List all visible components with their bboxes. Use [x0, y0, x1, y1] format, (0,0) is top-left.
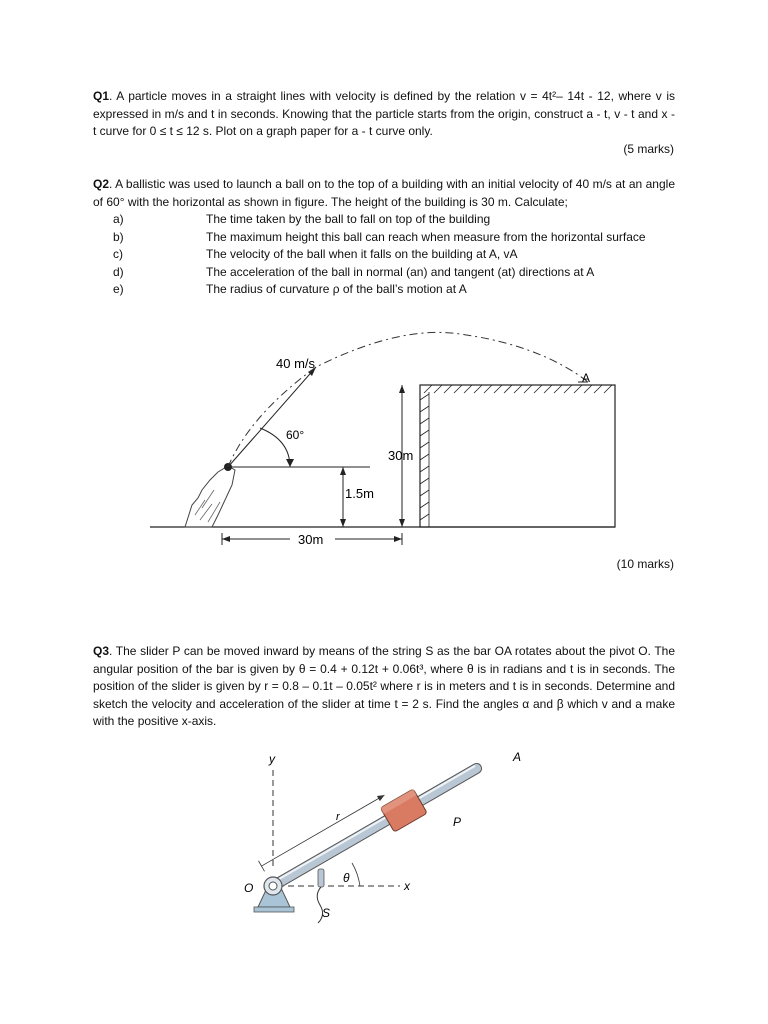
slider-bar-figure: [240, 745, 540, 935]
building-height-label: 30m: [388, 448, 414, 463]
question-1-text: . A particle moves in a straight lines with velocity is defined by the relation v = 4t²– 14t - 12, where v is expressed in m/s and t in seconds. Knowing that the particle starts from the origin, construct a - t, v - t and x - t curve for 0 ≤ t ≤ 12 s. Plot on a graph paper for a - t curve only.: [93, 89, 675, 138]
question-1-marks: (5 marks): [623, 142, 674, 156]
point-a-label: A: [582, 371, 591, 385]
question-3: [93, 643, 675, 731]
p-label: P: [453, 815, 462, 829]
list-item: a) The time taken by the ball to fall on top of the building: [113, 212, 491, 226]
list-item: e) The radius of curvature ρ of the ball’s motion at A: [113, 282, 467, 296]
question-2-number: Q2: [93, 177, 110, 191]
question-2-marks: (10 marks): [616, 557, 674, 571]
a-label: A: [513, 750, 522, 764]
distance-label: 30m: [298, 532, 324, 547]
question-2-items: [93, 211, 675, 299]
question-1-number: Q1: [93, 89, 110, 103]
s-label: S: [322, 906, 331, 920]
theta-label: θ: [343, 871, 350, 885]
list-item: b) The maximum height this ball can reach when measure from the horizontal surface: [113, 229, 646, 244]
y-axis-label: y: [269, 752, 275, 766]
question-2-text: . A ballistic was used to launch a ball on to the top of a building with an initial velocity of 40 m/s at an angle of 60° with the horizontal as shown in figure. The height of the building is 30 m. Calculate;: [93, 177, 675, 209]
o-label: O: [244, 881, 254, 895]
question-3-number: Q3: [93, 644, 110, 658]
launch-height-label: 1.5m: [345, 486, 374, 501]
list-item: c) The velocity of the ball when it falls on the building at A, vA: [113, 247, 518, 261]
question-1: [93, 88, 675, 141]
list-item: d) The acceleration of the ball in normal (an) and tangent (at) directions at A: [113, 264, 595, 279]
question-3-text: . The slider P can be moved inward by means of the string S as the bar OA rotates about the pivot O. The angular position of the bar is given by θ = 0.4 + 0.12t + 0.06t³, where θ is in radians and t is in seconds. The position of the slider is given by r = 0.8 – 0.1t – 0.05t² where r is in meters and t is in seconds. Determine and sketch the velocity and acceleration of the slider at time t = 2 s. Find the angles α and β which v and a make with the positive x-axis.: [93, 644, 675, 728]
x-axis-label: x: [404, 879, 410, 893]
velocity-label: 40 m/s: [276, 356, 316, 371]
projectile-figure: [140, 320, 630, 550]
r-label: r: [336, 811, 340, 823]
angle-label: 60°: [286, 428, 305, 442]
question-2: [93, 176, 675, 299]
